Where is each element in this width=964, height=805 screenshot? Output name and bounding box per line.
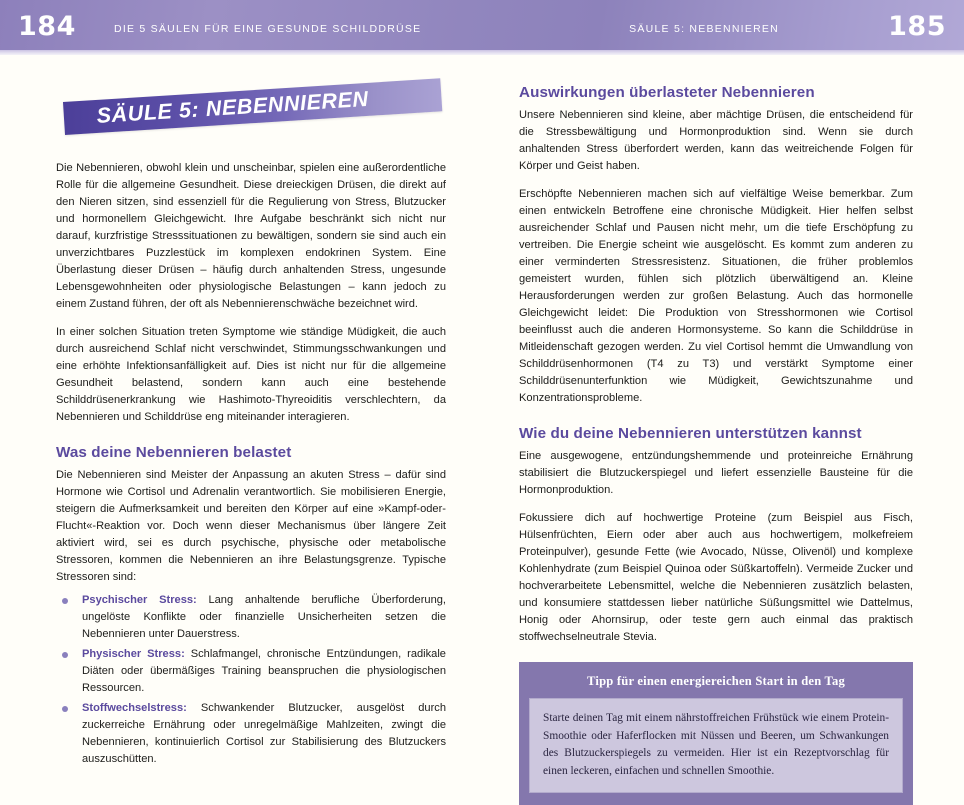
list-item-label: Stoffwechselstress: — [82, 702, 187, 714]
tip-box-inner — [529, 698, 903, 793]
right-paragraph-4: Fokussiere dich auf hochwertige Proteine (zum Beispiel aus Fisch, Hülsenfrüchten, Eiern oder aber auch aus hochwertigem, molkefreiem Proteinpulver), gesunde Fette (wie Avocado, Nüsse, Olivenöl) und komplexe Kohlenhydrate (zum Beispiel Quinoa oder Süßkartoffeln). Vermeide Zucker und hochverarbeitete Lebensmittel, welche die Nebennieren zusätzlich belasten, und konsumiere stattdessen lieber natürliche Süßungsmittel wie Dattelmus, Honig oder Ahornsirup, oder teste gern auch einmal das praktisch stoffwechselneutrale Stevia. — [519, 512, 913, 643]
running-title-right: SÄULE 5: NEBENNIEREN — [629, 23, 779, 35]
intro-paragraph: Die Nebennieren, obwohl klein und unscheinbar, spielen eine außerordentliche Rolle für die allgemeine Gesundheit. Diese dreieckigen Drüsen, die direkt auf den Nieren sitzen, sind essenziell für die Regulierung von Stress, Blutzucker und hormonellem Gleichgewicht. Ihre Aufgabe beschränkt sich nicht nur darauf, kurzfristige Stresssituationen zu bewältigen, sondern sie sind auch ein unverzichtbares Puzzlestück im komplexen endokrinen System. Eine Überlastung dieser Drüsen – häufig durch anhaltenden Stress, ungesunde Lebensgewohnheiten oder physiologische Belastungen – kann jedoch zu einem Zustand führen, der oft als Nebennierenschwäche bezeichnet wird. — [56, 162, 446, 310]
tip-box-body: Starte deinen Tag mit einem nährstoffreichen Frühstück wie einem Protein-Smoothie oder Haferflocken mit Nüssen und Beeren, um Schwankungen des Blutzuckerspiegels zu vermeiden. Hier ist ein Rezeptvorschlag für einen leckeren, einfachen und schnellen Smoothie. — [543, 712, 889, 777]
list-item — [56, 646, 446, 697]
bullet-dot-icon — [62, 706, 68, 712]
left-section-heading: Was deine Nebennieren belastet — [56, 444, 292, 461]
list-item-text: Lang anhaltende berufliche Überforderung, ungelöste Konflikte oder finanzielle Unsicherheiten setzen die Nebennieren unter Dauerstress. — [82, 594, 446, 640]
list-item-text: Schlafmangel, chronische Entzündungen, radikale Diäten oder übermäßiges Training beanspruchen die physiologischen Ressourcen. — [82, 648, 446, 694]
bullet-dot-icon — [62, 652, 68, 658]
right-paragraph-2: Erschöpfte Nebennieren machen sich auf vielfältige Weise bemerkbar. Zum einen entwickeln Betroffene eine chronische Müdigkeit. Hier helfen selbst ausreichender Schlaf und Pausen nicht mehr, um die tiefe Erschöpfung zu vertreiben. Die Energie scheint wie ausgelöscht. Es kommt zum anderen zu einer verminderten Stressresistenz. Situationen, die früher problemlos gemeistert wurden, fühlen sich plötzlich überwältigend an. Kleine Herausforderungen werden zur großen Belastung. Auch das hormonelle Gleichgewicht leidet: Die Produktion von Stresshormonen wie Cortisol beeinflusst auch die anderen Hormonsysteme. So kann die Schilddrüse in Mitleidenschaft gezogen werden. Zu viel Cortisol hemmt die Umwandlung von Schilddrüsenhormonen (T4 zu T3) und verstärkt Symptome einer Schilddrüsenunterfunktion wie Müdigkeit, Gewichtszunahme und Konzentrationsprobleme. — [519, 188, 913, 404]
symptoms-paragraph: In einer solchen Situation treten Symptome wie ständige Müdigkeit, die auch durch ausreichend Schlaf nicht verschwindet, Stimmungsschwankungen und eine erhöhte Infektionsanfälligkeit auf. Dies ist nicht nur für die allgemeine Gesundheit belastend, sondern kann auch eine bestehende Schilddrüsenerkrankung wie Hashimoto-Thyreoiditis verschlechtern, da Nebennieren und Schilddrüse eng miteinander interagieren. — [56, 326, 446, 423]
chapter-banner — [56, 88, 448, 150]
tip-box — [519, 662, 913, 805]
list-item-label: Physischer Stress: — [82, 648, 185, 660]
stressor-list — [56, 592, 446, 768]
stressors-paragraph: Die Nebennieren sind Meister der Anpassung an akuten Stress – dafür sind Hormone wie Cortisol und Adrenalin verantwortlich. Sie mobilisieren Energie, steigern die Aufmerksamkeit und bereiten den Körper auf eine »Kampf-oder-Flucht«-Reaktion vor. Doch wenn dieser Mechanismus über längere Zeit aktiviert wird, sei es durch psychische, physische oder metabolische Stressoren, kommen die Nebennieren an ihre Belastungsgrenze. Typische Stressoren sind: — [56, 469, 446, 583]
chapter-banner-label: SÄULE 5: NEBENNIEREN — [95, 86, 370, 128]
list-item-label: Psychischer Stress: — [82, 594, 197, 606]
list-item — [56, 592, 446, 643]
list-item — [56, 700, 446, 768]
right-heading-effects: Auswirkungen überlasteter Nebennieren — [519, 84, 815, 101]
right-column — [519, 84, 913, 805]
left-column — [56, 160, 446, 771]
running-title-left: DIE 5 SÄULEN FÜR EINE GESUNDE SCHILDDRÜSE — [114, 23, 422, 35]
right-paragraph-3: Eine ausgewogene, entzündungshemmende und proteinreiche Ernährung stabilisiert die Blutzuckerspiegel und liefert essenzielle Bausteine für die Hormonproduktion. — [519, 450, 913, 496]
list-item-text: Schwankender Blutzucker, ausgelöst durch zuckerreiche Ernährung oder unregelmäßige Mahlzeiten, zwingt die Nebennieren, kontinuierlich Cortisol zur Stabilisierung des Blutzuckers auszuschütten. — [82, 702, 446, 765]
right-heading-support: Wie du deine Nebennieren unterstützen kannst — [519, 425, 862, 442]
page-number-right: 185 — [888, 11, 946, 42]
bullet-dot-icon — [62, 598, 68, 604]
header-underline — [0, 50, 964, 55]
page-number-left: 184 — [18, 11, 76, 42]
right-paragraph-1: Unsere Nebennieren sind kleine, aber mächtige Drüsen, die entscheidend für die Stressbewältigung und Hormonproduktion sind. Wenn sie durch anhaltenden Stress überfordert werden, kann das weitreichende Folgen für Körper und Geist haben. — [519, 109, 913, 172]
tip-box-title: Tipp für einen energiereichen Start in den Tag — [587, 674, 845, 688]
